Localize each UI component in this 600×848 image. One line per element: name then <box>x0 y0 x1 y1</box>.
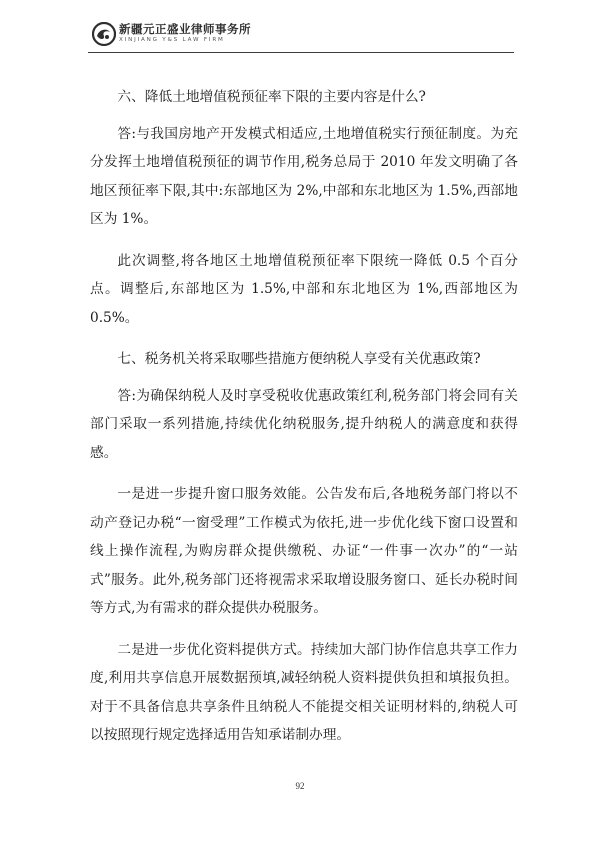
page-header <box>0 0 600 56</box>
answer-7-paragraph-2: 一是进一步提升窗口服务效能。公告发布后,各地税务部门将以不动产登记办税“一窗受理”工作模式为依托,进一步优化线下窗口设置和线上操作流程,为购房群众提供缴税、办证“一件事一次办”的“一站式”服务。此外,税务部门还将视需求采取增设服务窗口、延长办税时间等方式,为有需求的群众提供办税服务。 <box>90 486 518 616</box>
answer-6-paragraph-2: 此次调整,将各地区土地增值税预征率下限统一降低 0.5 个百分点。调整后,东部地区为 1.5%,中部和东北地区为 1%,西部地区为 0.5%。 <box>90 252 518 326</box>
firm-name-cn: 新疆元正盛业律师事务所 <box>119 22 251 36</box>
swirl-logo-icon <box>92 22 116 46</box>
question-6: 六、降低土地增值税预征率下限的主要内容是什么? <box>117 89 426 105</box>
answer-6-paragraph-1: 答:与我国房地产开发模式相适应,土地增值税实行预征制度。为充分发挥土地增值税预征的调节作用,税务总局于 2010 年发文明确了各地区预征率下限,其中:东部地区为 2%,中部和东北地区为 1.5%,西部地区为 1%。 <box>90 125 518 227</box>
header-divider <box>88 52 514 53</box>
answer-7-paragraph-1: 答:为确保纳税人及时享受税收优惠政策红利,税务部门将会同有关部门采取一系列措施,持续优化纳税服务,提升纳税人的满意度和获得感。 <box>90 387 518 461</box>
question-7: 七、税务机关将采取哪些措施方便纳税人享受有关优惠政策? <box>117 351 481 367</box>
answer-7-paragraph-3: 二是进一步优化资料提供方式。持续加大部门协作信息共享工作力度,利用共享信息开展数据预填,减轻纳税人资料提供负担和填报负担。对于不具备信息共享条件且纳税人不能提交相关证明材料的,纳税人可以按照现行规定选择适用告知承诺制办理。 <box>90 641 518 743</box>
firm-name-en: XINJIANG Y&S LAW FIRM <box>119 37 225 43</box>
document-body <box>90 83 518 763</box>
page-number: 92 <box>295 781 305 791</box>
